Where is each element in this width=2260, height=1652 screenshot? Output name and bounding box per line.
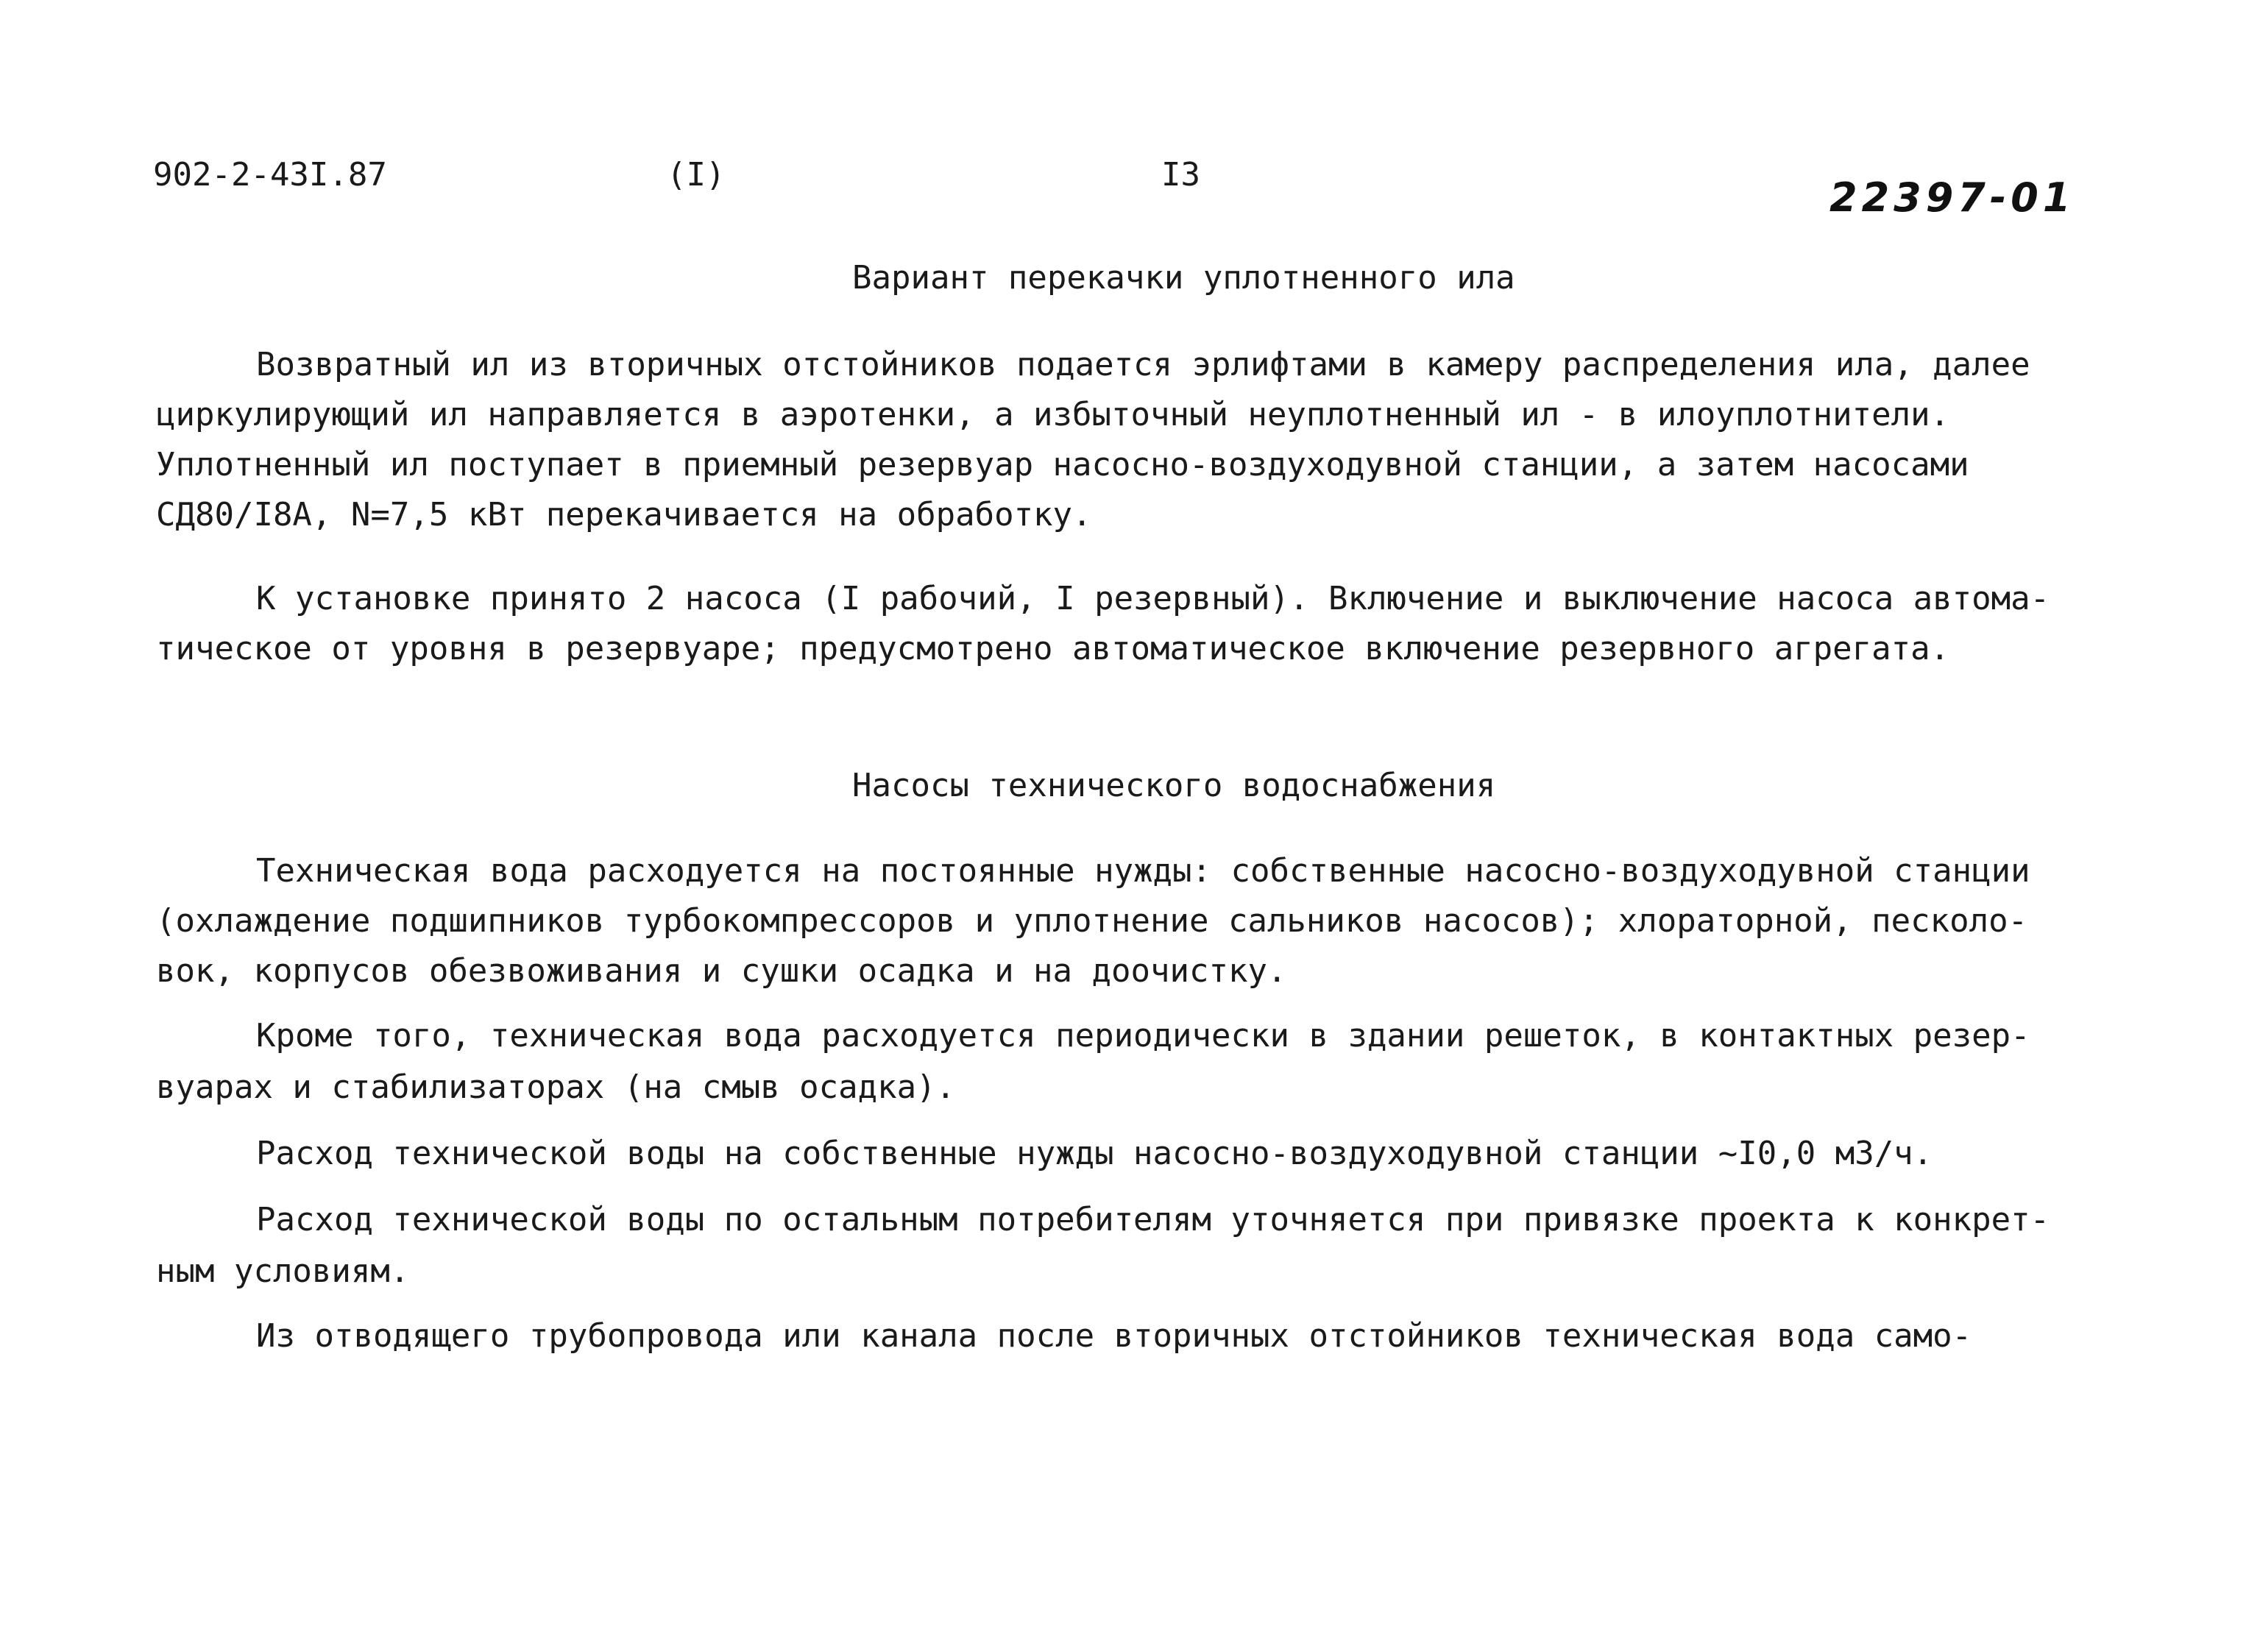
text-line: тическое от уровня в резервуаре; предусмотрено автоматическое включение резервного агрегата. [156, 630, 1950, 667]
inventory-stamp: 22397-01 [1829, 174, 2075, 221]
page-number: I3 [1161, 156, 1200, 194]
document-code: 902-2-43I.87 [153, 156, 387, 194]
section-title-technical-water: Насосы технического водоснабжения [852, 767, 1496, 804]
text-line: Из отводящего трубопровода или канала после вторичных отстойников техническая вода само- [256, 1317, 1972, 1355]
sheet-marker: (I) [667, 156, 726, 194]
text-line: (охлаждение подшипников турбокомпрессоров и уплотнение сальников насосов); хлораторной, песколо- [156, 902, 2028, 940]
text-line: Техническая вода расходуется на постоянные нужды: собственные насосно-воздуходувной станции [256, 852, 2030, 890]
text-line: Расход технической воды по остальным потребителям уточняется при привязке проекта к конкрет- [256, 1201, 2050, 1238]
text-line: ным условиям. [156, 1252, 410, 1290]
text-line: Кроме того, техническая вода расходуется периодически в здании решеток, в контактных резер- [256, 1017, 2030, 1054]
text-line: К установке принято 2 насоса (I рабочий, I резервный). Включение и выключение насоса автома- [256, 580, 2050, 617]
text-line: вуарах и стабилизаторах (на смыв осадка). [156, 1068, 956, 1106]
text-line: СД80/I8А, N=7,5 кВт перекачивается на обработку. [156, 496, 1092, 533]
text-line: Расход технической воды на собственные нужды насосно-воздуходувной станции ~I0,0 м3/ч. [256, 1135, 1933, 1172]
text-line: вок, корпусов обезвоживания и сушки осадка и на доочистку. [156, 952, 1287, 990]
text-line: Возвратный ил из вторичных отстойников подается эрлифтами в камеру распределения ила, далее [256, 346, 2030, 383]
text-line: циркулирующий ил направляется в аэротенки, а избыточный неуплотненный ил - в илоуплотнители. [156, 396, 1950, 433]
section-title-sludge-pumping: Вариант перекачки уплотненного ила [852, 259, 1515, 297]
text-line: Уплотненный ил поступает в приемный резервуар насосно-воздуходувной станции, а затем насосами [156, 446, 1969, 483]
